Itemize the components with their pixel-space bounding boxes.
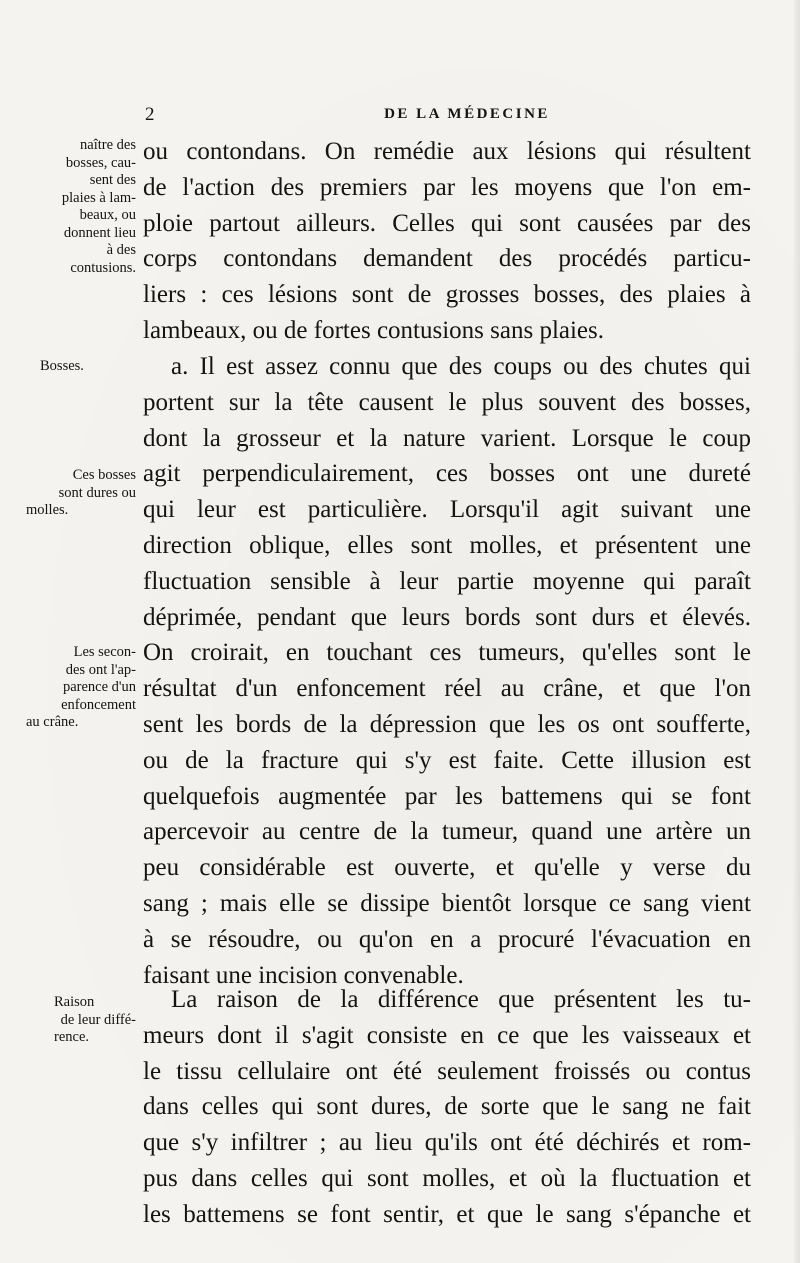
text-line: direction oblique, elles sont molles, et présentent une	[143, 531, 751, 559]
marginal-line: Raison	[54, 994, 95, 1010]
text-line: agit perpendiculairement, ces bosses ont une dureté	[143, 460, 751, 488]
marginal-line: contusions.	[70, 259, 136, 276]
text-line: liers : ces lésions sont de grosses bosses, des plaies à	[143, 281, 751, 309]
text-line: déprimée, pendant que leurs bords sont durs et élevés.	[143, 603, 751, 631]
text-line: ploie partout ailleurs. Celles qui sont causées par des	[143, 209, 751, 237]
marginal-note-naitre	[12, 137, 136, 277]
paragraph-2	[143, 349, 751, 993]
text-line: de l'action des premiers par les moyens que l'on em-	[143, 173, 751, 201]
text-line: sang ; mais elle se dissipe bientôt lorsque ce sang vient	[143, 889, 751, 917]
marginal-note-raison	[12, 994, 136, 1047]
text-line: que s'y infiltrer ; au lieu qu'ils ont été déchirés et rom-	[143, 1129, 751, 1157]
marginal-line: molles.	[26, 502, 69, 518]
marginal-line: parence d'un	[62, 679, 136, 695]
page-number: 2	[145, 104, 155, 125]
running-head	[143, 104, 751, 128]
marginal-line: Les secon-	[73, 644, 136, 660]
text-line: On croirait, en touchant ces tumeurs, qu'elles sont le	[143, 639, 751, 667]
text-line: portent sur la tête causent le plus souvent des bosses,	[143, 388, 751, 416]
text-line: La raison de la différence que présentent les tu-	[171, 986, 751, 1013]
marginal-line: Ces bosses	[72, 467, 136, 483]
paragraph-3	[143, 982, 751, 1233]
text-line: ou contondans. On remédie aux lésions qui résultent	[143, 138, 751, 165]
text-line: faisant une incision convenable.	[143, 961, 464, 989]
text-line: dans celles qui sont dures, de sorte que le sang ne fait	[143, 1093, 751, 1121]
text-line: a. Il est assez connu que des coups ou des chutes qui	[171, 353, 751, 380]
marginal-line: beaux, ou	[79, 207, 136, 223]
text-line: dont la grosseur et la nature varient. Lorsque le coup	[143, 424, 751, 452]
marginal-line: sent des	[89, 172, 136, 188]
text-line: qui leur est particulière. Lorsqu'il agit suivant une	[143, 496, 751, 524]
marginal-line: au crâne.	[26, 714, 79, 730]
marginal-line: rence.	[54, 1029, 90, 1045]
marginal-line: bosses, cau-	[65, 154, 136, 171]
text-line: ou de la fracture qui s'y est faite. Cette illusion est	[143, 746, 751, 774]
marginal-line: donnent lieu	[63, 224, 136, 241]
text-line: sent les bords de la dépression que les os ont soufferte,	[143, 710, 751, 738]
marginal-line: sont dures ou	[58, 484, 136, 501]
text-line: le tissu cellulaire ont été seulement froissés ou contus	[143, 1057, 751, 1085]
text-line: quelquefois augmentée par les battemens qui se font	[143, 782, 751, 810]
marginal-line: plaies à lam-	[61, 189, 136, 206]
marginal-line: de leur diffé-	[60, 1011, 136, 1028]
marginal-line: Bosses.	[40, 358, 84, 374]
paragraph-1	[143, 134, 751, 349]
text-line: meurs dont il s'agit consiste en ce que les vaisseaux et	[143, 1021, 751, 1049]
marginal-line: des ont l'ap-	[65, 661, 136, 678]
text-line: à se résoudre, ou qu'on en a procuré l'évacuation en	[143, 925, 751, 953]
text-line: pus dans celles qui sont molles, et où la fluctuation et	[143, 1164, 751, 1192]
page-edge-shadow	[792, 0, 800, 1263]
text-line: corps contondans demandent des procédés particu-	[143, 245, 751, 273]
marginal-line: à des	[106, 242, 136, 258]
text-line: fluctuation sensible à leur partie moyenne qui paraît	[143, 567, 751, 595]
text-line: lambeaux, ou de fortes contusions sans plaies.	[143, 316, 605, 344]
text-line: peu considérable est ouverte, et qu'elle y verse du	[143, 854, 751, 882]
running-head-title: DE LA MÉDECINE	[384, 106, 550, 122]
text-line: résultat d'un enfoncement réel au crâne, et que l'on	[143, 675, 751, 703]
marginal-note-secondes	[12, 644, 136, 732]
marginal-line: naître des	[80, 137, 136, 153]
marginal-note-dures	[12, 467, 136, 520]
text-line: les battemens se font sentir, et que le sang s'épanche et	[143, 1200, 751, 1228]
text-line: apercevoir au centre de la tumeur, quand une artère un	[143, 818, 751, 846]
marginal-line: enfoncement	[61, 696, 136, 713]
